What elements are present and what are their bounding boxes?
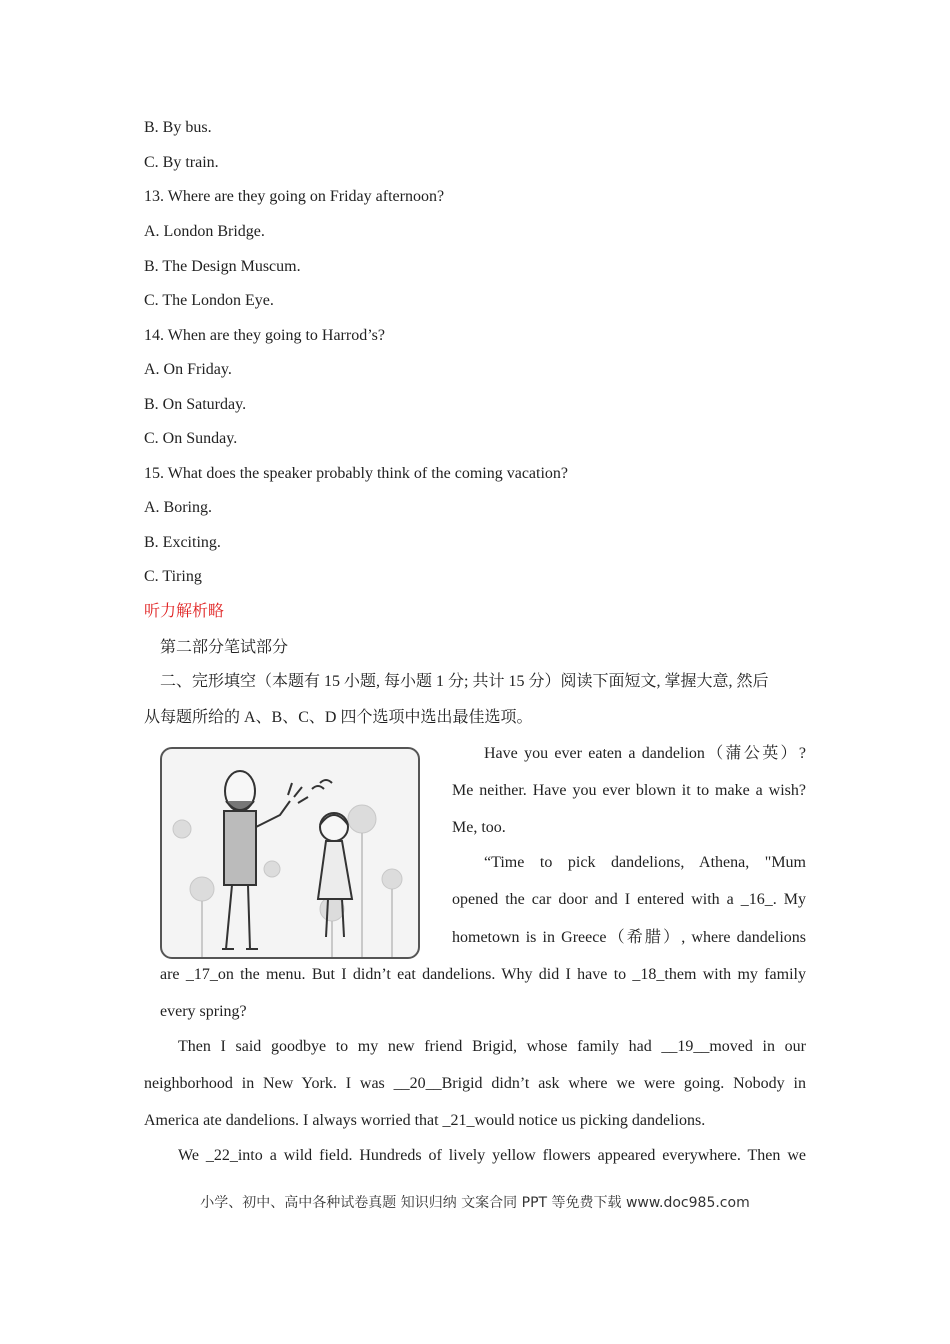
passage-line-4: “Time to pick dandelions, Athena, "Mum: [484, 854, 806, 871]
cloze-instructions-line1: 二、完形填空（本题有 15 小题, 每小题 1 分; 共计 15 分）阅读下面短文, 掌握大意, 然后: [160, 673, 769, 690]
passage-line-5: opened the car door and I entered with a _16_. My: [452, 891, 806, 908]
passage-line-2: Me neither. Have you ever blown it to make a wish?: [452, 782, 806, 799]
passage-line-12: We _22_into a wild field. Hundreds of lively yellow flowers appeared everywhere. Then we: [178, 1147, 806, 1164]
listening-note: 听力解析略: [144, 603, 225, 620]
option-15-a: A. Boring.: [144, 499, 212, 516]
part2-title: 第二部分笔试部分: [160, 639, 289, 656]
passage-line-9: Then I said goodbye to my new friend Brigid, whose family had __19__moved in our: [178, 1038, 806, 1055]
question-13: 13. Where are they going on Friday afternoon?: [144, 188, 445, 205]
cloze-instructions-line2: 从每题所给的 A、B、C、D 四个选项中选出最佳选项。: [144, 709, 533, 726]
option-13-a: A. London Bridge.: [144, 223, 265, 240]
passage-line-6: hometown is in Greece（希腊）, where dandelions: [452, 929, 806, 946]
option-13-b: B. The Design Muscum.: [144, 258, 301, 275]
option-12-c: C. By train.: [144, 154, 219, 171]
option-15-c: C. Tiring: [144, 568, 202, 585]
man-and-girl-image: [162, 749, 418, 957]
passage-line-8: every spring?: [160, 1003, 247, 1020]
option-13-c: C. The London Eye.: [144, 292, 274, 309]
passage-line-7: are _17_on the menu. But I didn’t eat dandelions. Why did I have to _18_them with my family: [160, 966, 806, 983]
footer-watermark: 小学、初中、高中各种试卷真题 知识归纳 文案合同 PPT 等免费下载 www.doc985.com: [200, 1195, 750, 1211]
question-14: 14. When are they going to Harrod’s?: [144, 327, 385, 344]
dandelion-illustration: [160, 747, 420, 959]
passage-line-11: America ate dandelions. I always worried that _21_would notice us picking dandelions.: [144, 1112, 706, 1129]
option-14-b: B. On Saturday.: [144, 396, 247, 413]
question-15: 15. What does the speaker probably think of the coming vacation?: [144, 465, 569, 482]
option-14-c: C. On Sunday.: [144, 430, 238, 447]
passage-line-1: Have you ever eaten a dandelion（蒲公英）?: [484, 745, 806, 762]
option-14-a: A. On Friday.: [144, 361, 232, 378]
passage-line-3: Me, too.: [452, 819, 506, 836]
passage-line-10: neighborhood in New York. I was __20__Brigid didn’t ask where we were going. Nobody in: [144, 1075, 806, 1092]
option-12-b: B. By bus.: [144, 119, 212, 136]
option-15-b: B. Exciting.: [144, 534, 221, 551]
